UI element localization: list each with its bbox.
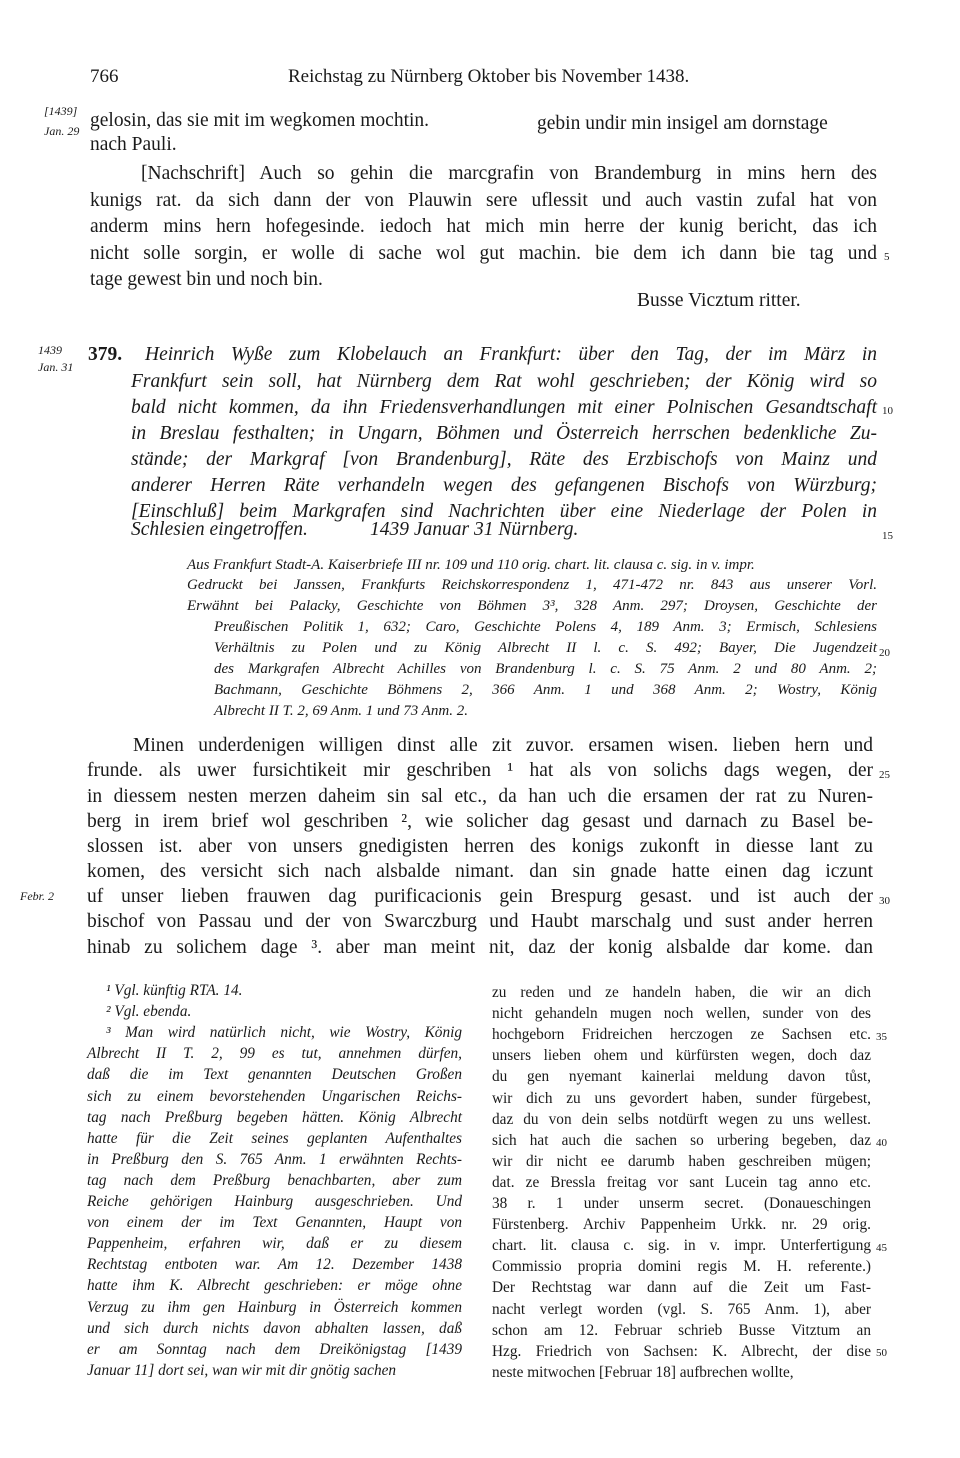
footnote-right-line: daz du von dein selbs notdürft wegen zu uns wellest.: [492, 1110, 871, 1128]
date-place: 1439 Januar 31 Nürnberg.: [370, 519, 579, 540]
apparatus-line: Verhältnis zu Polen und zu König Albrecht II l. c. S. 492; Bayer, Die Jugendzeit: [214, 640, 877, 656]
line-number: 5: [884, 251, 890, 263]
document-number: 379.: [88, 344, 123, 365]
footnote-line: Januar 11] dort sei, wan wir mit dir gnötig sachen: [87, 1361, 397, 1379]
line-number: 10: [882, 405, 893, 417]
line-number: 30: [879, 895, 890, 907]
footnote-line: hatte für die Zeit seines geplanten Aufenthaltes: [87, 1129, 462, 1147]
footnote-right-line: wir dich zu uns gevordert haben, sunder fürgebest,: [492, 1089, 871, 1107]
line-number: 25: [879, 769, 890, 781]
footnote-line: Reiche gehörigen Hainburg ausgeschrieben. Und: [87, 1193, 462, 1210]
footnote-line: ³ Man wird natürlich nicht, wie Wostry, König: [106, 1024, 462, 1042]
footnote-line: er am Sonntag nach dem Dreikönigstag [1439: [87, 1340, 462, 1358]
nachschrift-line: tage gewest bin und noch bin.: [90, 269, 323, 290]
letter-line: uf unser lieben frauwen dag purificacionis gein Brespurg gesast. und ist auch der: [87, 886, 873, 907]
apparatus-line: des Markgrafen Albrecht Achilles von Brandenburg l. c. S. 75 Anm. 2 und 80 Anm. 2;: [214, 661, 877, 677]
letter-line: bischof von Passau und der von Swarczburg und Haubt marschalg und sust ander herren: [87, 911, 873, 932]
footnote-right-line: dat. ze Bressla freitag vor sant Lucein tag anno etc.: [492, 1173, 871, 1191]
nachschrift-line: [Nachschrift] Auch so gehin die marcgrafin von Brandemburg in mins hern des: [141, 163, 877, 184]
apparatus-line: Erwähnt bei Palacky, Geschichte von Böhmen 3³, 328 Anm. 297; Droysen, Geschichte der: [187, 598, 877, 614]
margin-date-day: Febr. 2: [20, 889, 54, 903]
footnote-right-line: nacht verlegt worden (vgl. S. 765 Anm. 1), aber: [492, 1300, 871, 1318]
line-number: 35: [876, 1031, 887, 1043]
regest-line: bald nicht kommen, da ihn Friedensverhandlungen mit einer Polnischen Gesandtschaft: [131, 397, 877, 418]
footnote-line: sich zu einem bevorstehenden Ungarischen Reichs-: [87, 1087, 462, 1105]
nachschrift-line: kunigs rat. da sich dann der von Plauwin sere uflessit und auch vastin zufal hat von: [90, 190, 877, 211]
footnote-line: Albrecht II T. 2, 99 es tut, annehmen dürfen,: [87, 1045, 462, 1063]
letter-line: in diessem nesten merzen daheim sin sal etc., da han uch die ersamen der rat zu Nuren-: [87, 786, 873, 807]
footnote-right-line: hochgeborn Fridreichen herczogen ze Sachsen etc.: [492, 1026, 871, 1044]
footnote-line: Rechtstag entboten war. Am 12. Dezember 1438: [87, 1256, 462, 1274]
letter-line: komen, des versicht sich nach alsbalde nimant. dan sin gnade hatte einen dag iczunt: [87, 861, 873, 882]
line-number: 45: [876, 1242, 887, 1254]
footnote-line: tag nach dem Preßburg benachbarten, aber zum: [87, 1171, 462, 1189]
nachschrift-line: anderm mins hern hofegesinde. iedoch hat mich min herre der kunig bericht, das ich: [90, 216, 877, 237]
page-number: 766: [90, 66, 119, 87]
footnote-line: ¹ Vgl. künftig RTA. 14.: [106, 982, 243, 999]
nachschrift-line: nicht solle sorgin, er wolle di sache wol gut machin. bie dem ich dann bie tag und: [90, 243, 877, 264]
apparatus-line: Bachmann, Geschichte Böhmens 2, 366 Anm. 1 und 368 Anm. 2; Wostry, König: [214, 682, 877, 698]
footnote-line: ² Vgl. ebenda.: [106, 1003, 192, 1021]
footnote-right-line: chart. lit. clausa c. sig. in v. impr. Unterfertigung: [492, 1237, 871, 1255]
footnote-right-line: wir dir nicht ee darumb haben geschreiben mügen;: [492, 1152, 871, 1170]
regest-line: anderer Herren Räte verhandeln wegen des gefangenen Bischofs von Würzburg;: [131, 475, 877, 496]
apparatus-line: Aus Frankfurt Stadt-A. Kaiserbriefe III nr. 109 und 110 orig. chart. lit. clausa c. sig. in v. impr.: [187, 557, 755, 573]
line-number: 50: [876, 1347, 887, 1359]
footnote-right-line: Fürstenberg. Archiv Pappenheim Urkk. nr. 29 orig.: [492, 1216, 871, 1234]
margin-date-year: 1439: [38, 343, 62, 357]
regest-line: Schlesien eingetroffen.: [131, 519, 308, 540]
apparatus-line: Gedruckt bei Janssen, Frankfurts Reichskorrespondenz 1, 471-472 nr. 843 aus unserer Vorl.: [187, 577, 877, 593]
footnote-right-line: neste mitwochen [Februar 18] aufbrechen wollte,: [492, 1363, 794, 1381]
footnote-right-line: 38 r. 1 under unserm secret. (Donaueschingen: [492, 1195, 871, 1212]
signature: Busse Vicztum ritter.: [637, 290, 801, 311]
letter-line: berg in irem brief wol geschriben ², wie solicher dag gesast und darnach zu Basel be-: [87, 811, 873, 832]
letter-line: slossen ist. aber von unsers gnedigisten herren des konigs zukonft in diesse lant zu: [87, 836, 873, 857]
margin-date-day: Jan. 31: [38, 360, 74, 374]
running-title: Reichstag zu Nürnberg Oktober bis November 1438.: [288, 66, 690, 87]
footnote-right-line: Commissio propria domini regis M. H. referente.): [492, 1258, 871, 1276]
footnote-right-line: du gen nyemant kainerlai meldung davon tůst,: [492, 1068, 871, 1086]
margin-date-day: Jan. 29: [44, 124, 80, 138]
letter-line: frunde. als uwer fursichtikeit mir geschriben ¹ hat als von solichs dags wegen, der: [87, 760, 873, 781]
regest-line: Frankfurt sein soll, hat Nürnberg dem Rat wohl geschrieben; der König wird so: [131, 371, 877, 392]
text-line: nach Pauli.: [90, 134, 177, 155]
footnote-line: hatte ihm K. Albrecht geschrieben: er möge ohne: [87, 1277, 462, 1295]
footnote-line: daß die im Text genannten Deutschen Großen: [87, 1066, 462, 1084]
text-line: gebin undir min insigel am dornstage: [537, 113, 828, 134]
letter-line: Minen underdenigen willigen dinst alle zit zuvor. ersamen wisen. lieben hern und: [133, 735, 873, 756]
footnote-right-line: schon am 12. Februar schrieb Busse Vitztum an: [492, 1321, 871, 1339]
footnote-right-line: Der Rechtstag war dann auf die Zeit um Fast-: [492, 1279, 871, 1297]
regest-line: stände; der Markgraf [von Brandenburg], Räte des Erzbischofs von Mainz und: [131, 449, 877, 470]
letter-line: hinab zu solichem dage ³. aber man meint nit, daz der konig alsbalde dar kome. dan: [87, 937, 873, 958]
apparatus-line: Preußischen Politik 1, 632; Caro, Geschichte Polens 4, 189 Anm. 3; Ermisch, Schlesiens: [214, 619, 877, 635]
apparatus-line: Albrecht II T. 2, 69 Anm. 1 und 73 Anm. 2.: [214, 703, 469, 719]
line-number: 40: [876, 1137, 887, 1149]
text-line: gelosin, das sie mit im wegkomen mochtin.: [90, 110, 430, 131]
footnote-line: tag nach Preßburg begeben hätten. König Albrecht: [87, 1108, 462, 1126]
regest-line: Heinrich Wyße zum Klobelauch an Frankfurt: über den Tag, der im März in: [145, 344, 877, 365]
footnote-line: und sich durch nichts davon abhalten lassen, daß: [87, 1319, 462, 1337]
regest-line: in Breslau festhalten; in Ungarn, Böhmen und Österreich herrschen bedenkliche Zu-: [131, 423, 877, 444]
margin-date-year: [1439]: [44, 104, 78, 118]
footnote-line: von einem der im Text Genannten, Haupt von: [87, 1214, 462, 1232]
footnote-right-line: Hzg. Friedrich von Sachsen: K. Albrecht, der dise: [492, 1342, 871, 1360]
footnote-right-line: zu reden und ze handeln haben, die wir an dich: [492, 984, 871, 1001]
footnote-line: in Preßburg den S. 765 Anm. 1 erwähnten Rechts-: [87, 1150, 462, 1168]
footnote-right-line: sich hat auch die sachen so urbering begeben, daz: [492, 1131, 871, 1149]
line-number: 15: [882, 530, 893, 542]
footnote-line: Verzug zu ihm gen Hainburg in Österreich kommen: [87, 1298, 462, 1316]
footnote-right-line: nicht gehandeln mugen noch wellen, sunder von des: [492, 1005, 871, 1023]
regest-line: [Einschluß] beim Markgrafen sind Nachrichten über eine Niederlage der Polen in: [131, 501, 877, 522]
footnote-line: Pappenheim, erfahren wir, daß er zu diesem: [87, 1235, 462, 1253]
line-number: 20: [879, 647, 890, 659]
footnote-right-line: unsers lieben ohem und kürfürsten wegen, doch daz: [492, 1047, 871, 1065]
